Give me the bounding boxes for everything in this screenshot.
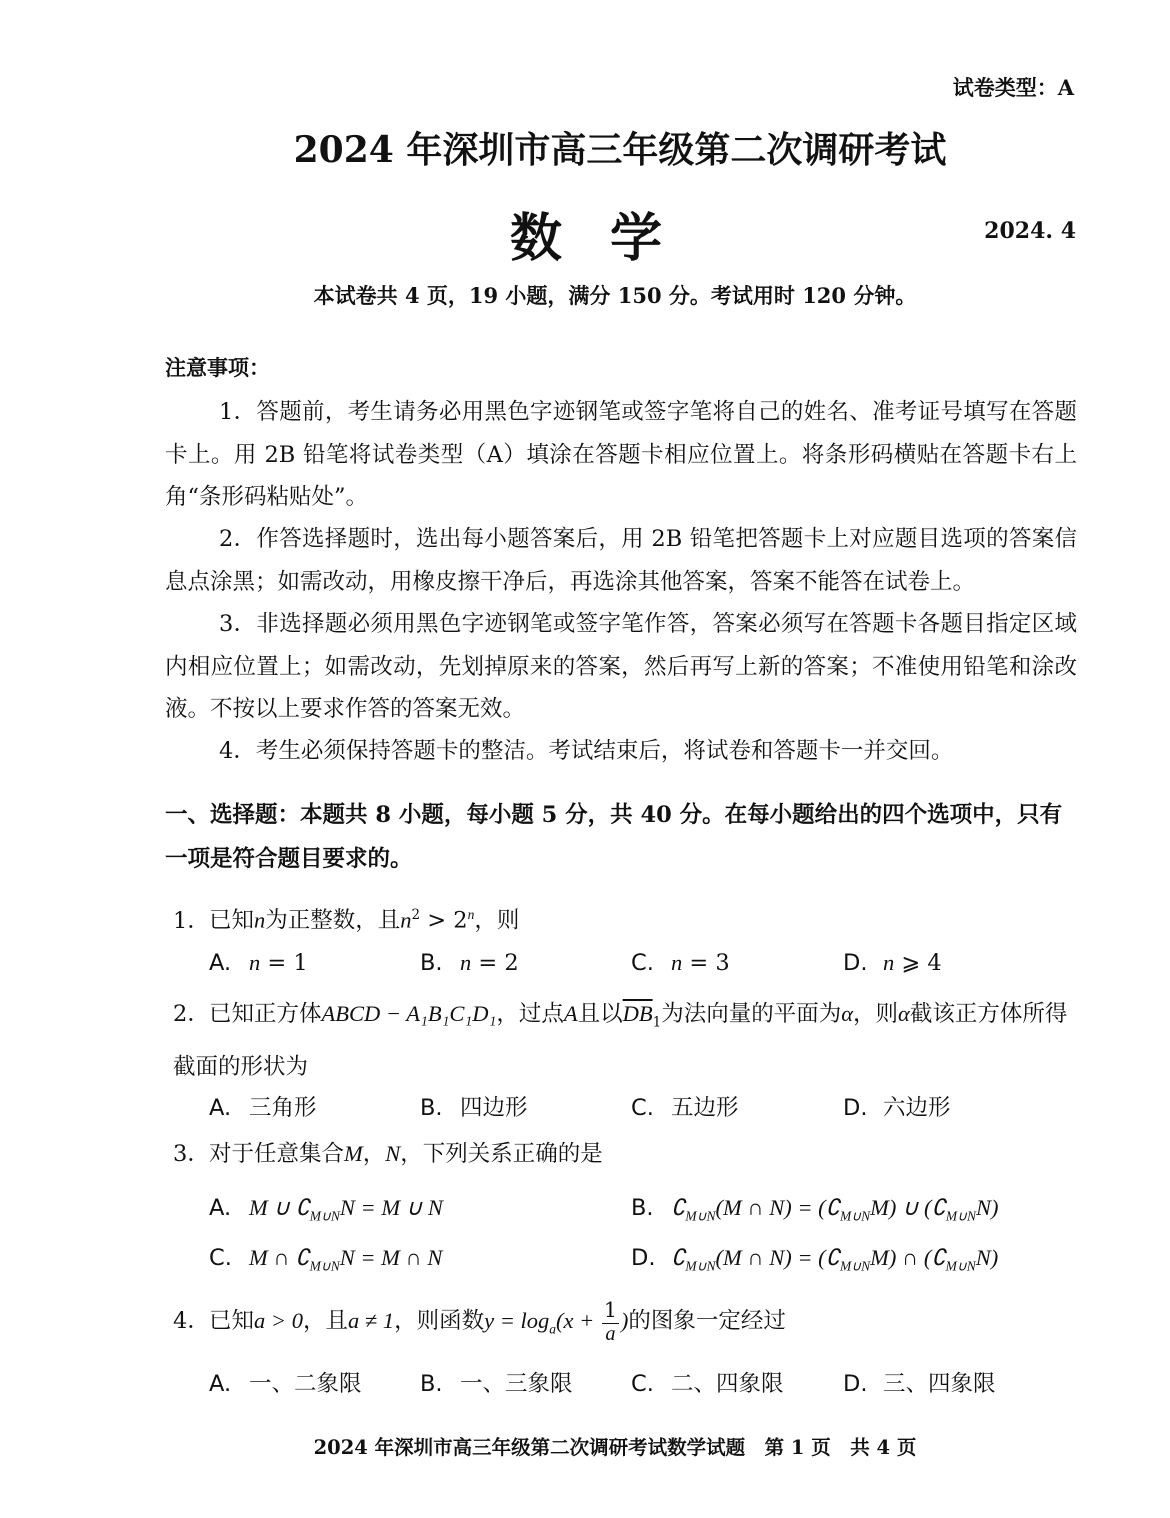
math-var: n	[460, 950, 472, 975]
question-1-option-d	[843, 950, 942, 976]
exam-date: 2024. 4	[984, 218, 1076, 244]
question-3-option-d	[631, 1245, 998, 1275]
option-text: = 1	[260, 950, 308, 976]
stem-text: ，且	[302, 1308, 348, 1334]
math-expression: M) ∪ (∁	[870, 1195, 946, 1220]
option-letter: D.	[631, 1245, 656, 1271]
stem-text: 且以	[577, 1001, 623, 1027]
page-footer: 2024 年深圳市高三年级第二次调研考试数学试题 第 1 页 共 4 页	[313, 1436, 917, 1459]
math-expression: a ≠ 1	[347, 1308, 395, 1333]
question-4-option-a	[209, 1366, 362, 1398]
math-var: A	[563, 1001, 578, 1026]
option-letter: D.	[843, 950, 868, 976]
option-text: 六边形	[883, 1095, 951, 1121]
stem-text: 已知正方体	[209, 1001, 322, 1027]
math-expression: y = log	[484, 1308, 550, 1333]
math-expression: ∁	[671, 1245, 686, 1270]
option-letter: B.	[631, 1195, 654, 1221]
math-expression: (x +	[556, 1308, 600, 1333]
question-4-stem	[173, 1300, 786, 1351]
math-var: α	[898, 1001, 910, 1026]
option-text: = 2	[471, 950, 519, 976]
math-subscript: 1	[652, 1014, 662, 1031]
stem-text: 的图象一定经过	[628, 1308, 786, 1334]
subject-title: 数学	[509, 208, 710, 269]
question-number: 2．	[173, 1001, 210, 1027]
math-subscript: M∪N	[309, 1208, 340, 1224]
math-expression: ABCD − A₁B₁C₁D₁	[321, 1001, 497, 1026]
question-2-option-a	[209, 1090, 317, 1122]
question-2-stem	[173, 992, 1077, 1089]
math-subscript: M∪N	[685, 1258, 716, 1274]
option-letter: B.	[420, 1095, 443, 1121]
stem-text: ，则函数	[394, 1308, 485, 1334]
math-expression: )	[620, 1308, 629, 1333]
question-1-option-c	[631, 950, 730, 976]
stem-text: 为法向量的平面为	[661, 1001, 842, 1027]
math-expression: (M ∩ N) = (∁	[715, 1245, 840, 1270]
stem-text: 已知	[209, 1308, 255, 1334]
question-number: 3．	[173, 1141, 210, 1167]
math-var: n	[400, 907, 412, 933]
option-text: 二、四象限	[671, 1371, 784, 1397]
question-2-option-b	[420, 1090, 528, 1122]
note-item-3: 3．非选择题必须用黑色字迹钢笔或签字笔作答，答案必须写在答题卡各题目指定区域内相应位置上；如需改动，先划掉原来的答案，然后再写上新的答案；不准使用铅笔和涂改液。不按以上要求作答的答案无效。	[165, 611, 1077, 722]
fraction-numerator: 1	[603, 1298, 617, 1323]
option-text: 一、二象限	[249, 1371, 362, 1397]
math-subscript: M∪N	[839, 1258, 871, 1274]
question-2-option-d	[843, 1090, 951, 1122]
exam-title: 2024 年深圳市高三年级第二次调研考试	[293, 129, 947, 171]
option-text: ⩾ 4	[894, 950, 942, 976]
math-var: α	[841, 1001, 854, 1026]
math-subscript: M∪N	[309, 1258, 340, 1274]
option-letter: A.	[209, 1195, 232, 1221]
option-letter: C.	[209, 1245, 232, 1271]
option-text: = 3	[682, 950, 730, 976]
option-letter: C.	[631, 1095, 654, 1121]
math-var: n	[883, 950, 895, 975]
stem-text: ，过点	[496, 1001, 564, 1027]
stem-text: ，则	[853, 1001, 899, 1027]
math-expression: (M ∩ N) = (∁	[715, 1195, 840, 1220]
math-var: N	[385, 1141, 401, 1166]
option-text: 四边形	[460, 1095, 528, 1121]
math-subscript: M∪N	[945, 1258, 976, 1274]
math-subscript: M∪N	[839, 1208, 871, 1224]
question-1-option-a	[209, 950, 308, 976]
math-expression: a > 0	[254, 1308, 303, 1333]
option-letter: C.	[631, 1371, 654, 1397]
question-4-option-c	[631, 1366, 784, 1398]
option-letter: B.	[420, 1371, 443, 1397]
stem-text: ，下列关系正确的是	[400, 1141, 603, 1167]
question-number: 4．	[173, 1308, 210, 1334]
option-text: 三、四象限	[883, 1371, 996, 1397]
exam-info: 本试卷共 4 页，19 小题，满分 150 分。考试用时 120 分钟。	[313, 283, 917, 308]
option-letter: A.	[209, 950, 232, 976]
math-expression: > 2	[420, 907, 468, 934]
question-4-option-b	[420, 1366, 573, 1398]
notes-heading: 注意事项：	[165, 355, 270, 380]
math-expression: ∁	[671, 1195, 686, 1220]
math-exponent: n	[467, 907, 475, 922]
stem-text: 截该正方体所得截面的形状为	[173, 1001, 1068, 1080]
math-var: n	[671, 950, 683, 975]
option-letter: A.	[209, 1095, 232, 1121]
fraction-denominator: a	[605, 1322, 616, 1345]
stem-text: 为正整数，且	[265, 907, 401, 934]
question-number: 1．	[173, 907, 210, 934]
math-var: n	[249, 950, 261, 975]
question-3-option-a	[209, 1195, 443, 1225]
question-1-option-b	[420, 950, 519, 976]
paper-type-label: 试卷类型：A	[952, 75, 1074, 100]
note-item-4: 4．考生必须保持答题卡的整洁。考试结束后，将试卷和答题卡一并交回。	[219, 738, 954, 764]
note-item-2: 2．作答选择题时，选出每小题答案后，用 2B 铅笔把答题卡上对应题目选项的答案信息点涂黑；如需改动，用橡皮擦干净后，再选涂其他答案，答案不能答在试卷上。	[165, 526, 1077, 595]
math-var: n	[254, 907, 266, 933]
option-letter: B.	[420, 950, 443, 976]
option-text: 一、三象限	[460, 1371, 573, 1397]
math-subscript: a	[549, 1321, 557, 1337]
math-subscript: M∪N	[685, 1208, 716, 1224]
question-3-stem	[173, 1133, 603, 1175]
option-letter: D.	[843, 1095, 868, 1121]
question-1-stem	[173, 894, 519, 942]
math-expression: N)	[975, 1245, 999, 1270]
math-expression: M ∩ ∁	[249, 1245, 310, 1270]
stem-text: ，	[362, 1141, 386, 1167]
math-subscript: M∪N	[945, 1208, 976, 1224]
question-3-option-c	[209, 1245, 442, 1275]
question-2-option-c	[631, 1090, 739, 1122]
stem-text: 已知	[209, 907, 255, 934]
math-expression: M ∪ ∁	[249, 1195, 310, 1220]
option-letter: D.	[843, 1371, 868, 1397]
option-letter: A.	[209, 1371, 232, 1397]
math-expression: N)	[976, 1195, 999, 1220]
option-text: 五边形	[671, 1095, 739, 1121]
stem-text: ，则	[474, 907, 520, 934]
math-vector: $\overline{DB}$	[622, 1001, 653, 1026]
option-letter: C.	[631, 950, 654, 976]
math-var: M	[344, 1141, 363, 1166]
math-fraction	[602, 1300, 619, 1344]
option-text: 三角形	[249, 1095, 317, 1121]
section-heading: 一、选择题：本题共 8 小题，每小题 5 分，共 40 分。在每小题给出的四个选项中，只有一项是符合题目要求的。	[165, 802, 1063, 872]
question-3-option-b	[631, 1195, 999, 1225]
stem-text: 对于任意集合	[209, 1141, 345, 1167]
math-exponent: 2	[411, 907, 421, 923]
question-4-option-d	[843, 1366, 996, 1398]
math-expression: N = M ∪ N	[339, 1195, 443, 1220]
math-expression: N = M ∩ N	[339, 1245, 443, 1270]
note-item-1: 1．答题前，考生请务必用黑色字迹钢笔或签字笔将自己的姓名、准考证号填写在答题卡上。用 2B 铅笔将试卷类型（A）填涂在答题卡相应位置上。将条形码横贴在答题卡右上角“条形码粘贴处”。	[165, 399, 1077, 510]
math-expression: M) ∩ (∁	[870, 1245, 946, 1270]
